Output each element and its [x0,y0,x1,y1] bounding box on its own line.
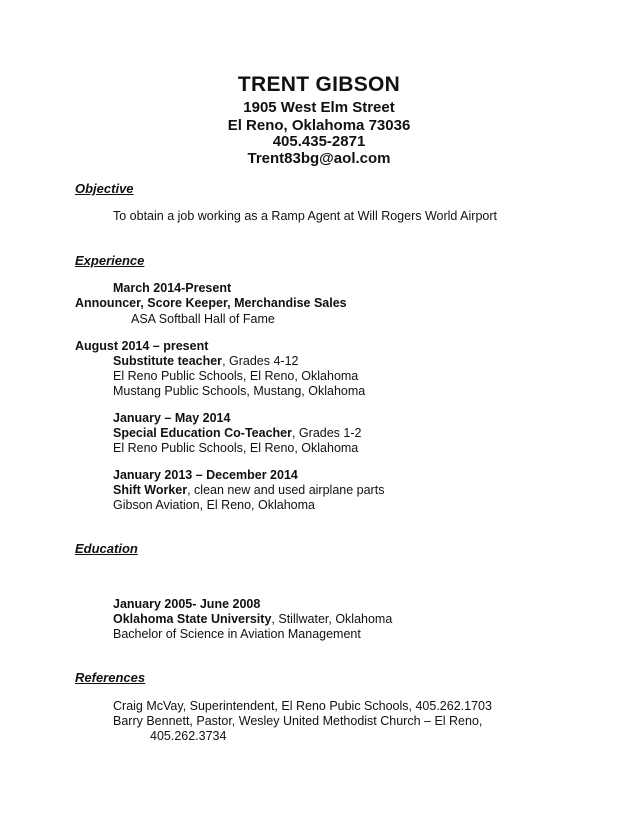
job2-detail: , Grades 4-12 [222,354,299,368]
job3-title: Special Education Co-Teacher [113,426,292,440]
job2-org2: Mustang Public Schools, Mustang, Oklahoma [113,384,366,398]
job4-title-line [113,483,384,498]
education-degree: Bachelor of Science in Aviation Management [113,627,361,641]
objective-heading: Objective [75,181,134,196]
job3-dates: January – May 2014 [113,411,231,425]
job1-title: Announcer, Score Keeper, Merchandise Sales [75,296,347,310]
phone-number: 405.435-2871 [272,133,366,150]
education-location: , Stillwater, Oklahoma [271,612,393,626]
street-address: 1905 West Elm Street [243,99,395,116]
objective-text: To obtain a job working as a Ramp Agent at Will Rogers World Airport [113,209,497,223]
job4-detail: , clean new and used airplane parts [187,483,385,497]
job1-dates: March 2014-Present [113,281,232,295]
education-school: Oklahoma State University [113,612,272,626]
reference-1: Craig McVay, Superintendent, El Reno Pubic Schools, 405.262.1703 [113,699,492,713]
education-school-line [113,612,392,627]
references-heading: References [75,670,146,685]
city-state-zip: El Reno, Oklahoma 73036 [227,117,411,134]
reference-2: Barry Bennett, Pastor, Wesley United Methodist Church – El Reno, [113,714,483,728]
job2-dates: August 2014 – present [75,339,209,353]
job2-org1: El Reno Public Schools, El Reno, Oklahoma [113,369,359,383]
job4-dates: January 2013 – December 2014 [113,468,298,482]
resume-name: TRENT GIBSON [237,73,401,96]
reference-2-phone: 405.262.3734 [150,729,227,743]
job1-org: ASA Softball Hall of Fame [131,312,275,326]
job4-title: Shift Worker [113,483,188,497]
job3-org: El Reno Public Schools, El Reno, Oklahoma [113,441,359,455]
job4-org: Gibson Aviation, El Reno, Oklahoma [113,498,315,512]
job3-detail: , Grades 1-2 [291,426,362,440]
job2-title: Substitute teacher [113,354,223,368]
job3-title-line [113,426,361,441]
experience-heading: Experience [75,253,145,268]
education-dates: January 2005- June 2008 [113,597,261,611]
email-address: Trent83bg@aol.com [247,150,391,167]
job2-title-line [113,354,299,369]
education-heading: Education [75,541,138,556]
